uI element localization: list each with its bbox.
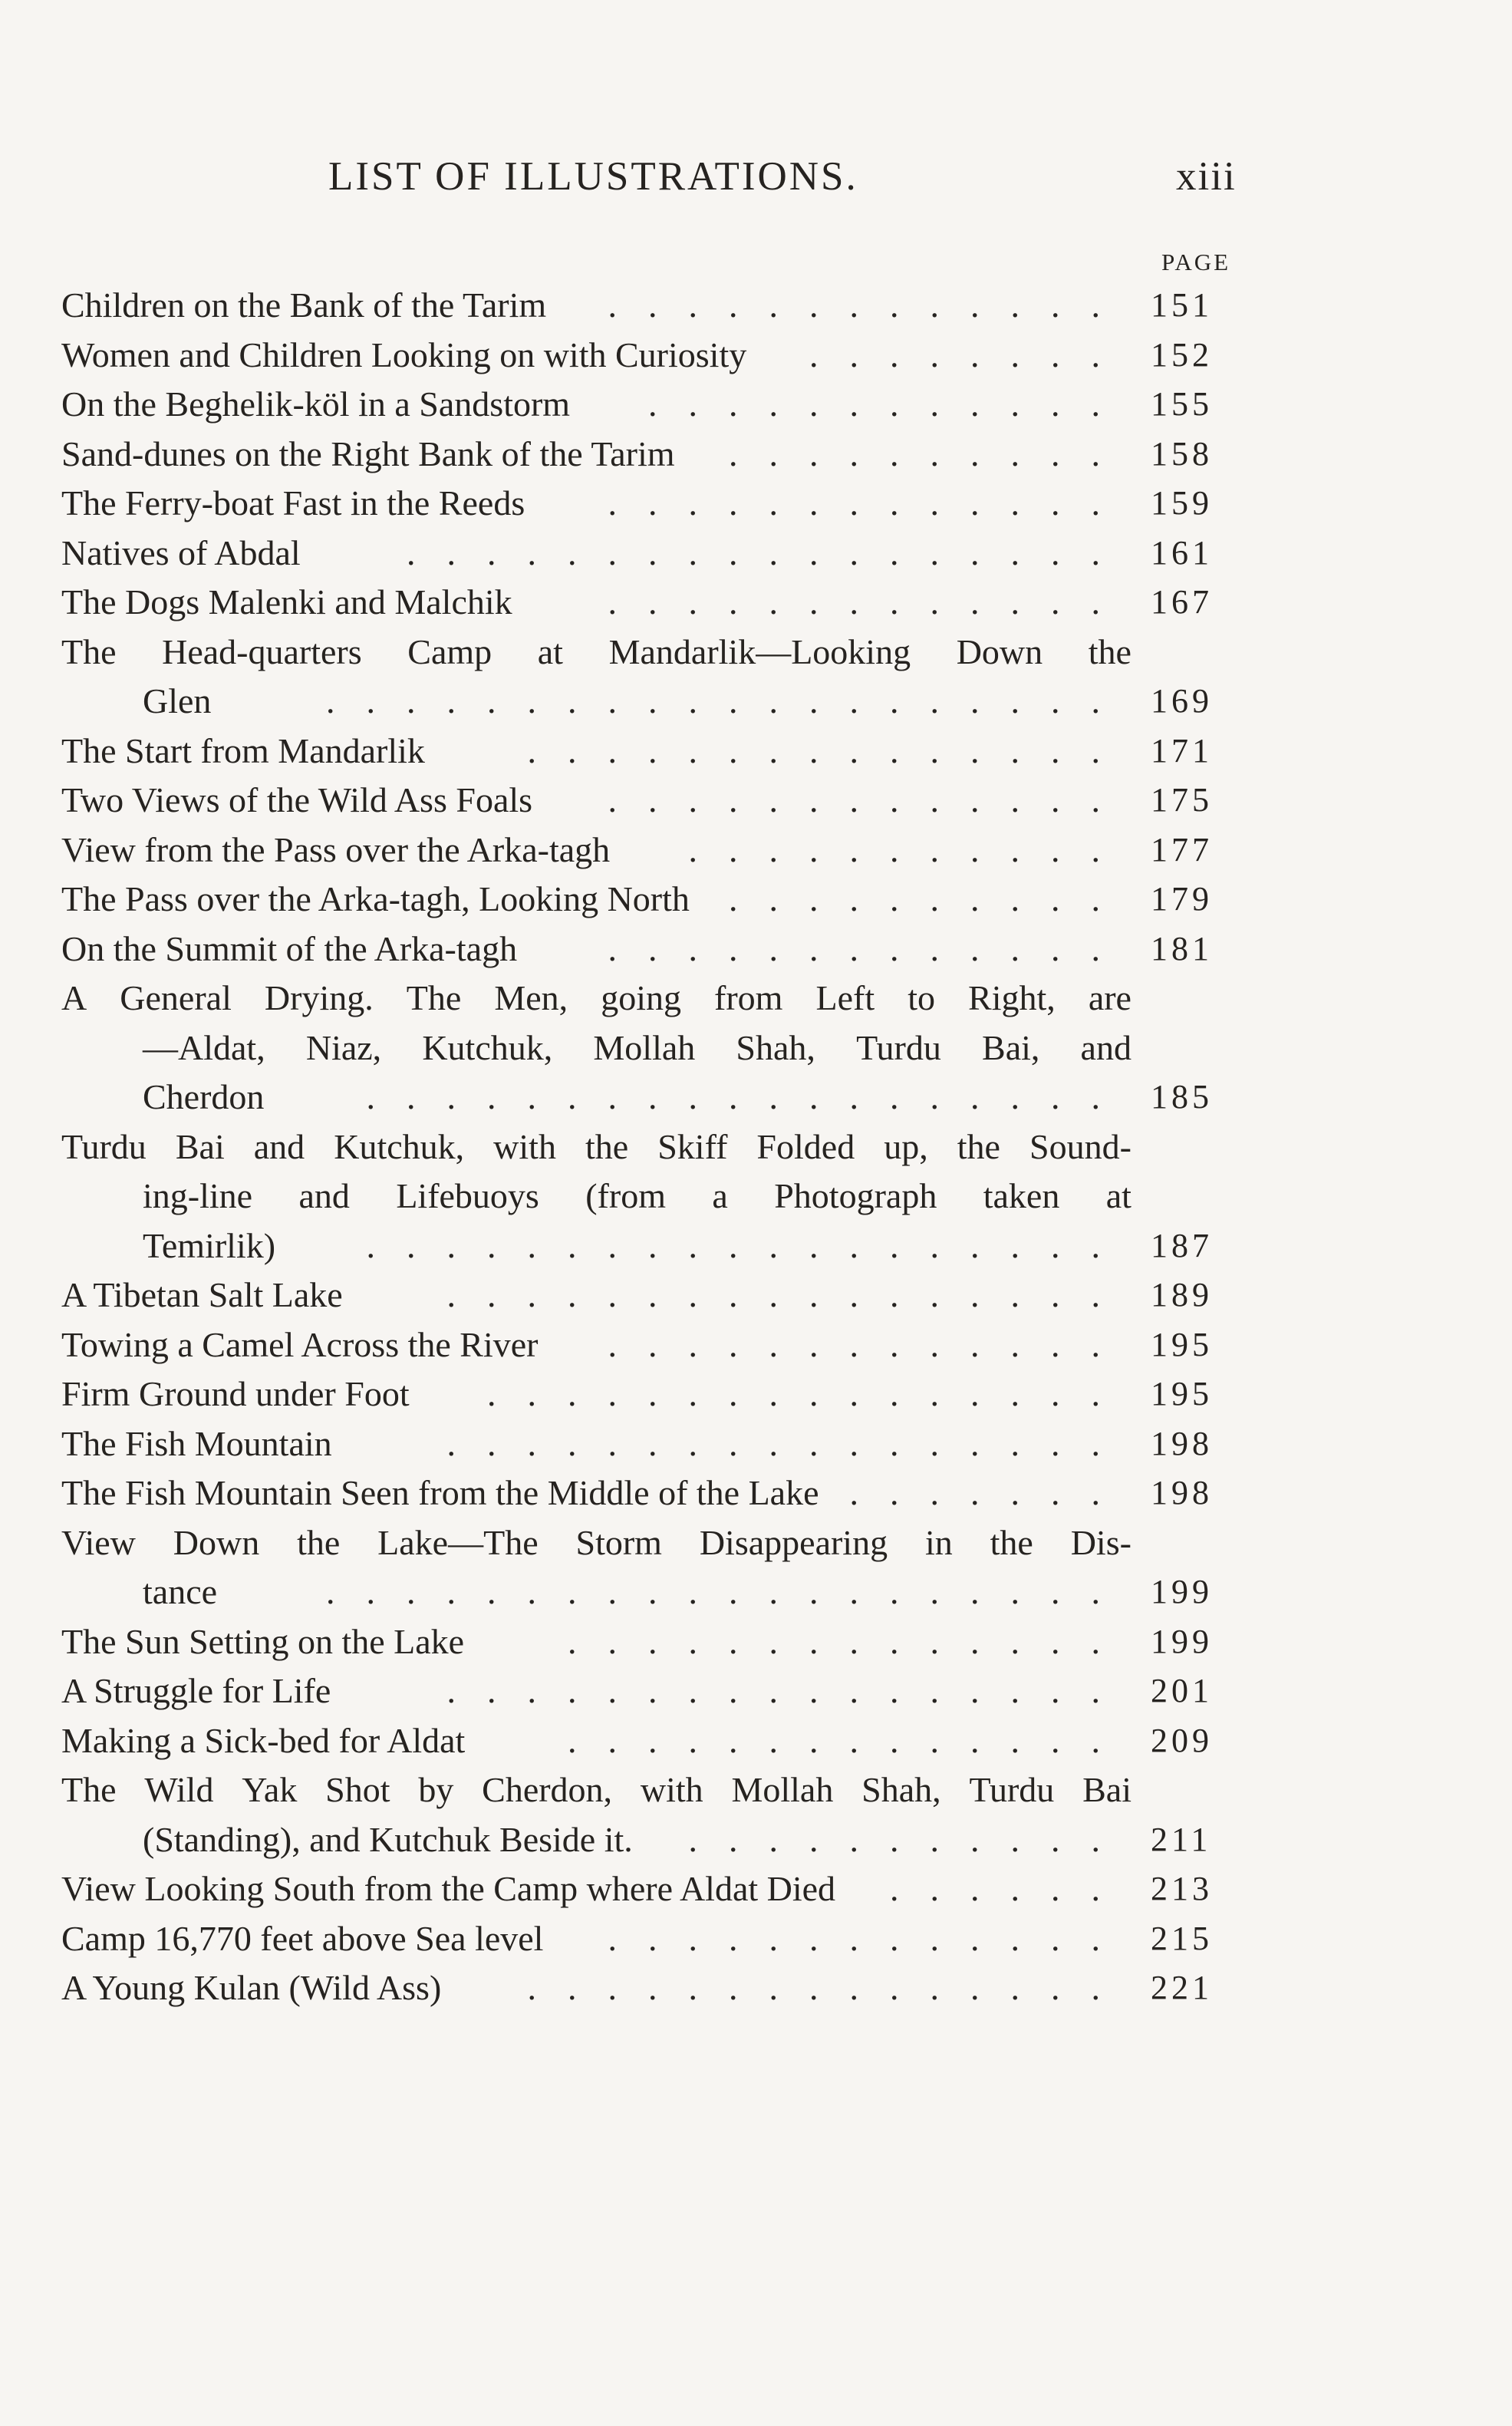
entry-first-line bbox=[61, 281, 1243, 331]
entry-title-text: A Tibetan Salt Lake bbox=[61, 1275, 343, 1314]
entry-title-text: The Head-quarters Camp at Mandarlik—Looking Down the bbox=[61, 631, 1132, 671]
entry-first-line bbox=[61, 875, 1243, 925]
list-item bbox=[61, 727, 1243, 776]
page-number: 209 bbox=[1151, 1721, 1213, 1759]
entry-title-text: View Down the Lake—The Storm Disappearing in the Dis- bbox=[61, 1522, 1132, 1562]
page-number: 158 bbox=[1151, 434, 1213, 473]
dot-leaders: ........ bbox=[809, 335, 1132, 374]
page-number: 152 bbox=[1151, 335, 1213, 374]
entry-first-line bbox=[61, 380, 1243, 430]
entry-title-text: Glen bbox=[143, 681, 212, 720]
entry-title-text: Cherdon bbox=[143, 1077, 265, 1116]
entry-first-line bbox=[61, 776, 1243, 826]
dot-leaders: ............. bbox=[608, 780, 1132, 819]
entry-first-line bbox=[61, 1914, 1243, 1964]
entry-title-text: The Start from Mandarlik bbox=[61, 730, 425, 770]
entry-first-line bbox=[61, 578, 1243, 628]
page-number: 159 bbox=[1151, 484, 1213, 522]
dot-leaders: ............ bbox=[648, 384, 1132, 424]
entry-first-line bbox=[61, 628, 1243, 677]
entry-first-line bbox=[61, 1370, 1243, 1419]
entry-first-line bbox=[61, 1122, 1243, 1172]
entry-title-text: Natives of Abdal bbox=[61, 532, 301, 572]
entry-first-line bbox=[61, 529, 1243, 578]
list-item bbox=[61, 1518, 1243, 1617]
entry-title-text: Towing a Camel Across the River bbox=[61, 1324, 539, 1364]
list-item bbox=[61, 1864, 1243, 1914]
entry-first-line bbox=[61, 1963, 1243, 2013]
entry-title-text: The Pass over the Arka-tagh, Looking North bbox=[61, 879, 690, 918]
dot-leaders: ............... bbox=[527, 730, 1132, 770]
page-number: 167 bbox=[1151, 583, 1213, 621]
page-number: 177 bbox=[1151, 830, 1213, 869]
entry-continuation-line bbox=[143, 1023, 1243, 1073]
entry-first-line bbox=[61, 1617, 1243, 1667]
entry-first-line bbox=[61, 1320, 1243, 1370]
entry-title-text: Making a Sick-bed for Aldat bbox=[61, 1720, 466, 1760]
entry-first-line bbox=[61, 479, 1243, 529]
dot-leaders: ................. bbox=[446, 1671, 1132, 1710]
page-number: 181 bbox=[1151, 929, 1213, 967]
page-number: 198 bbox=[1151, 1424, 1213, 1462]
entry-title-text: On the Beghelik-köl in a Sandstorm bbox=[61, 384, 571, 424]
dot-leaders: ........... bbox=[688, 1819, 1132, 1859]
entry-first-line bbox=[61, 1271, 1243, 1320]
dot-leaders: ................... bbox=[366, 1077, 1132, 1116]
entry-title-text: The Fish Mountain bbox=[61, 1423, 332, 1463]
list-item bbox=[61, 430, 1243, 480]
list-item bbox=[61, 628, 1243, 727]
entry-first-line bbox=[61, 974, 1243, 1023]
dot-leaders: ....... bbox=[849, 1473, 1132, 1512]
entry-title-text: Sand-dunes on the Right Bank of the Tarim bbox=[61, 433, 675, 473]
page-number: 179 bbox=[1151, 880, 1213, 918]
list-item bbox=[61, 578, 1243, 628]
entry-continuation-line bbox=[143, 677, 1243, 727]
entry-first-line bbox=[61, 1716, 1243, 1766]
list-item bbox=[61, 1370, 1243, 1419]
page-title: LIST OF ILLUSTRATIONS. bbox=[328, 154, 858, 199]
illustration-list bbox=[61, 281, 1243, 2013]
dot-leaders: .................... bbox=[326, 1572, 1132, 1611]
page-number: 195 bbox=[1151, 1325, 1213, 1363]
entry-title-text: A Young Kulan (Wild Ass) bbox=[61, 1968, 442, 2007]
dot-leaders: ...... bbox=[890, 1869, 1132, 1908]
list-item bbox=[61, 1617, 1243, 1667]
list-item bbox=[61, 529, 1243, 578]
list-item bbox=[61, 380, 1243, 430]
page-number: 189 bbox=[1151, 1276, 1213, 1314]
list-item bbox=[61, 875, 1243, 925]
dot-leaders: ................... bbox=[366, 1225, 1132, 1265]
page-number: 187 bbox=[1151, 1226, 1213, 1264]
dot-leaders: .................... bbox=[326, 681, 1132, 720]
page-number: 161 bbox=[1151, 533, 1213, 572]
page-number: 215 bbox=[1151, 1919, 1213, 1957]
entry-first-line bbox=[61, 826, 1243, 875]
entry-first-line bbox=[61, 1666, 1243, 1716]
dot-leaders: ............... bbox=[527, 1968, 1132, 2007]
entry-title-text: The Dogs Malenki and Malchik bbox=[61, 582, 512, 621]
page-number: 151 bbox=[1151, 286, 1213, 324]
entry-continuation-line bbox=[143, 1815, 1243, 1865]
entry-first-line bbox=[61, 925, 1243, 974]
dot-leaders: ................ bbox=[487, 1374, 1132, 1413]
dot-leaders: ............. bbox=[608, 1918, 1132, 1958]
running-head bbox=[0, 150, 1512, 203]
page-number: 185 bbox=[1151, 1078, 1213, 1116]
entry-first-line bbox=[61, 1864, 1243, 1914]
entry-title-text: View Looking South from the Camp where Aldat Died bbox=[61, 1869, 836, 1908]
page-column-label: PAGE bbox=[1161, 249, 1231, 275]
entry-continuation-line bbox=[143, 1567, 1243, 1617]
page-number: 169 bbox=[1151, 682, 1213, 720]
dot-leaders: .............. bbox=[568, 1621, 1132, 1661]
list-item bbox=[61, 281, 1243, 331]
entry-first-line bbox=[61, 727, 1243, 776]
list-item bbox=[61, 776, 1243, 826]
dot-leaders: .................. bbox=[407, 532, 1132, 572]
entry-title-text: The Sun Setting on the Lake bbox=[61, 1621, 465, 1661]
entry-title-text: Turdu Bai and Kutchuk, with the Skiff Folded up, the Sound- bbox=[61, 1126, 1132, 1166]
page-number: 155 bbox=[1151, 385, 1213, 423]
page-number: 199 bbox=[1151, 1573, 1213, 1610]
entry-title-text: —Aldat, Niaz, Kutchuk, Mollah Shah, Turdu Bai, and bbox=[143, 1027, 1132, 1067]
entry-title-text: Camp 16,770 feet above Sea level bbox=[61, 1918, 544, 1958]
dot-leaders: ............. bbox=[608, 285, 1132, 325]
entry-first-line bbox=[61, 1765, 1243, 1815]
list-item bbox=[61, 1963, 1243, 2013]
entry-title-text: Firm Ground under Foot bbox=[61, 1374, 410, 1413]
entry-title-text: Women and Children Looking on with Curiosity bbox=[61, 335, 747, 374]
list-item bbox=[61, 1419, 1243, 1469]
entry-continuation-line bbox=[143, 1172, 1243, 1221]
entry-first-line bbox=[61, 1419, 1243, 1469]
dot-leaders: ................. bbox=[446, 1423, 1132, 1463]
entry-title-text: The Wild Yak Shot by Cherdon, with Mollah Shah, Turdu Bai bbox=[61, 1770, 1132, 1809]
entry-title-text: On the Summit of the Arka-tagh bbox=[61, 928, 518, 968]
entry-title-text: Temirlik) bbox=[143, 1225, 276, 1265]
entry-title-text: tance bbox=[143, 1572, 218, 1611]
page-number: 211 bbox=[1151, 1820, 1212, 1858]
page-number: 198 bbox=[1151, 1474, 1213, 1511]
page-number: 195 bbox=[1151, 1375, 1213, 1412]
dot-leaders: .......... bbox=[729, 433, 1132, 473]
list-item bbox=[61, 1765, 1243, 1864]
list-item bbox=[61, 1666, 1243, 1716]
list-item bbox=[61, 479, 1243, 529]
entry-continuation-line bbox=[143, 1073, 1243, 1122]
dot-leaders: ................. bbox=[446, 1275, 1132, 1314]
entry-title-text: A General Drying. The Men, going from Left to Right, are bbox=[61, 978, 1132, 1017]
page-number: 213 bbox=[1151, 1870, 1213, 1907]
list-item bbox=[61, 1468, 1243, 1518]
page-number: 171 bbox=[1151, 731, 1213, 770]
entry-first-line bbox=[61, 1518, 1243, 1568]
list-item bbox=[61, 1914, 1243, 1964]
page-number: 201 bbox=[1151, 1672, 1213, 1709]
list-item bbox=[61, 1320, 1243, 1370]
list-item bbox=[61, 974, 1243, 1122]
page-number: 221 bbox=[1151, 1969, 1213, 2006]
entry-continuation-line bbox=[143, 1221, 1243, 1271]
page-number: 175 bbox=[1151, 781, 1213, 819]
page-number: 199 bbox=[1151, 1622, 1213, 1660]
entry-title-text: A Struggle for Life bbox=[61, 1671, 331, 1710]
list-item bbox=[61, 925, 1243, 974]
entry-first-line bbox=[61, 430, 1243, 480]
entry-title-text: (Standing), and Kutchuk Beside it. bbox=[143, 1819, 633, 1859]
dot-leaders: ............. bbox=[608, 928, 1132, 968]
entry-title-text: Children on the Bank of the Tarim bbox=[61, 285, 547, 325]
dot-leaders: ............. bbox=[608, 582, 1132, 621]
list-item bbox=[61, 1122, 1243, 1271]
dot-leaders: .......... bbox=[729, 879, 1132, 918]
dot-leaders: ........... bbox=[688, 829, 1132, 869]
folio-number: xiii bbox=[1176, 154, 1237, 199]
entry-first-line bbox=[61, 331, 1243, 381]
list-item bbox=[61, 331, 1243, 381]
list-item bbox=[61, 826, 1243, 875]
dot-leaders: .............. bbox=[568, 1720, 1132, 1760]
entry-title-text: Two Views of the Wild Ass Foals bbox=[61, 780, 533, 819]
entry-title-text: ing-line and Lifebuoys (from a Photograph taken at bbox=[143, 1176, 1132, 1215]
entry-first-line bbox=[61, 1468, 1243, 1518]
entry-title-text: The Ferry-boat Fast in the Reeds bbox=[61, 483, 525, 522]
list-item bbox=[61, 1271, 1243, 1320]
entry-title-text: The Fish Mountain Seen from the Middle of the Lake bbox=[61, 1473, 819, 1512]
entry-title-text: View from the Pass over the Arka-tagh bbox=[61, 829, 611, 869]
dot-leaders: ............. bbox=[608, 1324, 1132, 1364]
dot-leaders: ............. bbox=[608, 483, 1132, 522]
list-item bbox=[61, 1716, 1243, 1766]
